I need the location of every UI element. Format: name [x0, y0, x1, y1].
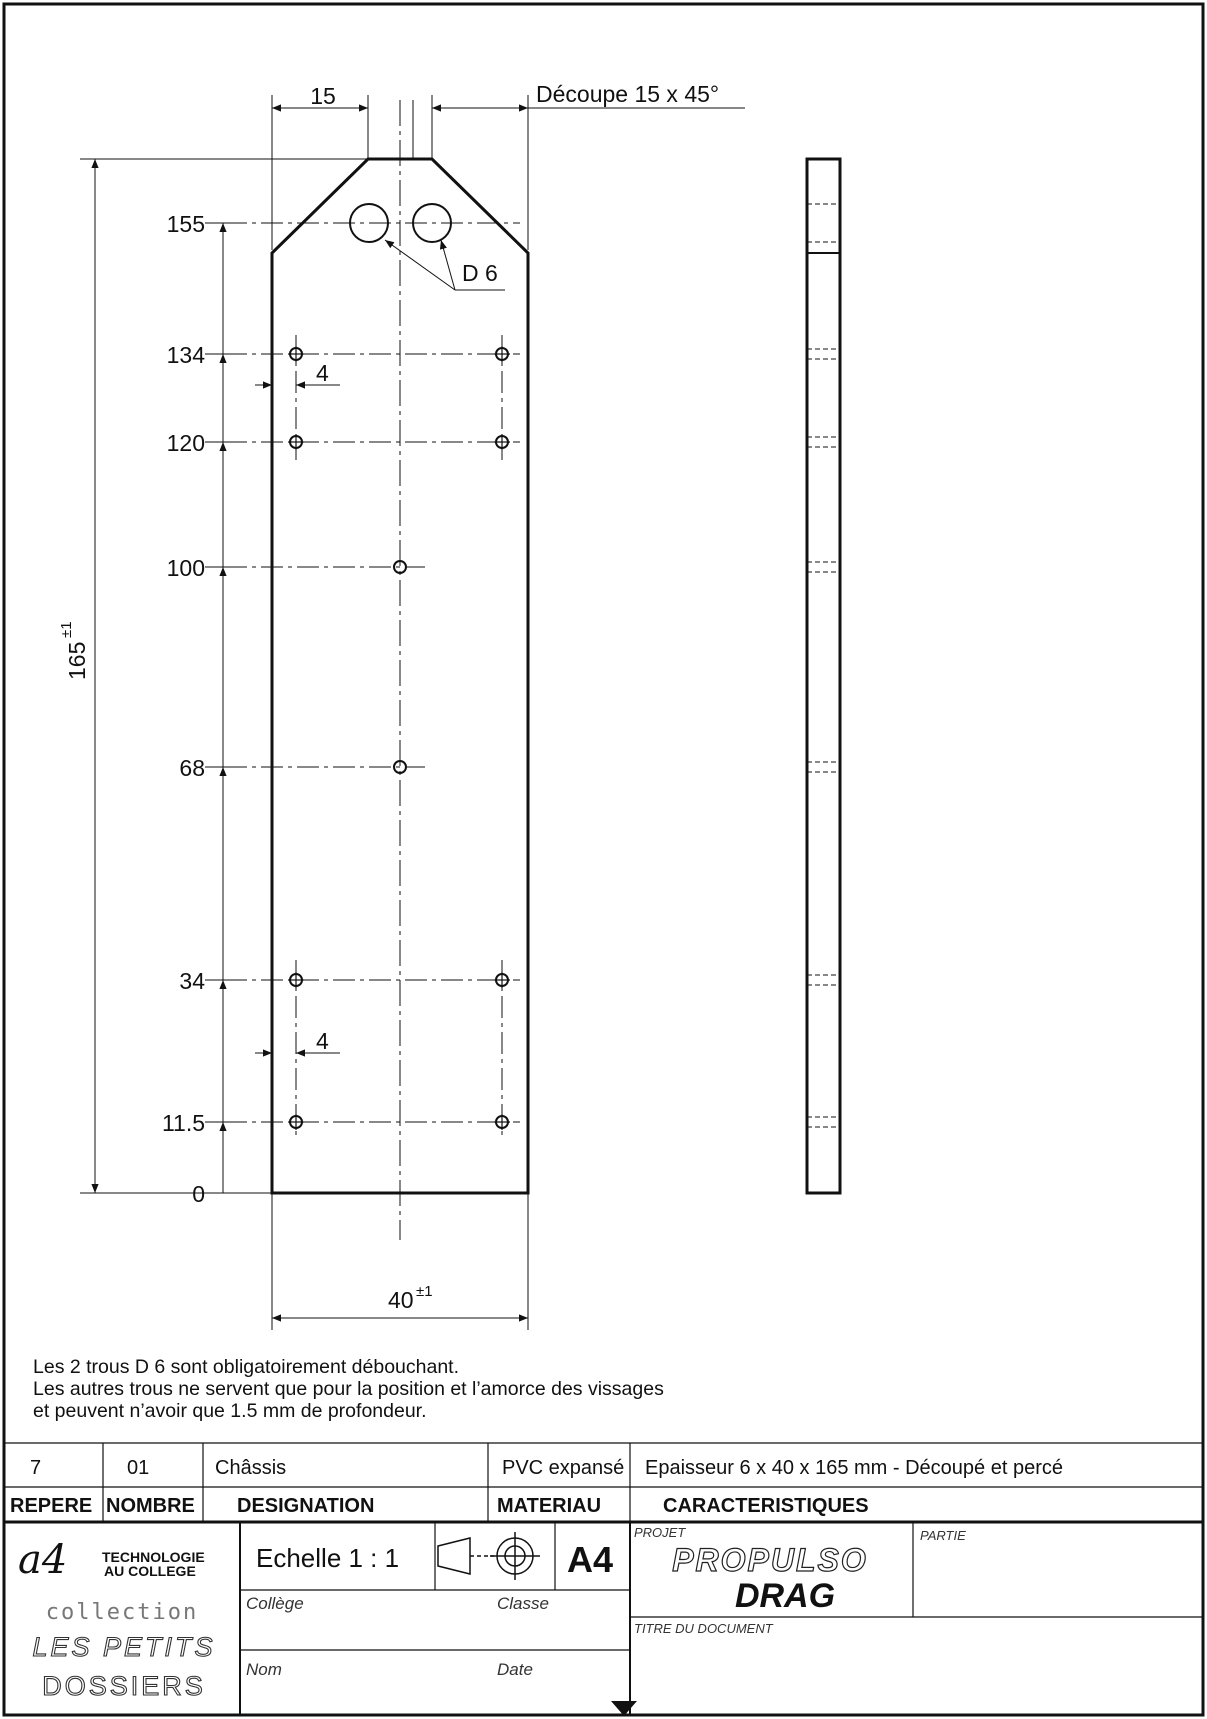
hole-crosshairs	[288, 346, 510, 1130]
parts-list-row	[30, 1457, 1063, 1479]
y-label-34: 34	[179, 968, 205, 994]
date-label: Date	[497, 1660, 533, 1679]
y-axis-labels	[162, 211, 205, 1207]
header-repere: REPERE	[10, 1495, 93, 1517]
format-label: A4	[566, 1539, 614, 1580]
projection-symbol-icon	[438, 1532, 540, 1580]
projet-name: PROPULSO	[672, 1542, 868, 1578]
side-outline	[807, 159, 840, 1193]
header-nombre: NOMBRE	[106, 1495, 195, 1517]
small-holes	[290, 348, 508, 1128]
y-label-155: 155	[166, 211, 205, 237]
dim-cutout-label: Découpe 15 x 45°	[536, 81, 720, 107]
dim-165-label	[58, 621, 90, 680]
series-line2: DOSSIERS	[42, 1671, 206, 1701]
projet-sub: DRAG	[734, 1577, 836, 1615]
college-label: Collège	[246, 1594, 304, 1613]
y-label-134: 134	[166, 342, 205, 368]
y-label-120: 120	[166, 430, 205, 456]
collection-label: collection	[45, 1600, 199, 1625]
y-label-0: 0	[192, 1181, 205, 1207]
titre-label: TITRE DU DOCUMENT	[634, 1621, 773, 1636]
nom-label: Nom	[246, 1660, 282, 1679]
cell-designation: Châssis	[215, 1457, 287, 1479]
offset-4-lower-label: 4	[316, 1028, 329, 1054]
hole-axes	[225, 335, 520, 1140]
partie-label: PARTIE	[920, 1528, 966, 1543]
y-label-68: 68	[179, 755, 205, 781]
y-label-11-5: 11.5	[161, 1110, 205, 1136]
dimension-lines	[80, 95, 745, 1330]
header-materiau: MATERIAU	[497, 1495, 602, 1517]
note-line: Les 2 trous D 6 sont obligatoirement débouchant.	[33, 1356, 460, 1378]
note-line: et peuvent n’avoir que 1.5 mm de profondeur.	[33, 1400, 427, 1422]
logo-a4	[18, 1537, 205, 1583]
side-view	[807, 159, 840, 1193]
cell-nombre: 01	[127, 1457, 150, 1479]
header-caracteristiques: CARACTERISTIQUES	[663, 1495, 869, 1517]
dim-15-label: 15	[310, 83, 336, 109]
dim-165-value: 165	[64, 641, 90, 680]
drawing-notes	[33, 1356, 933, 1422]
y-label-100: 100	[166, 555, 205, 581]
logo-a4-mark: a4	[18, 1537, 68, 1583]
cell-caracteristiques: Epaisseur 6 x 40 x 165 mm - Découpé et percé	[645, 1457, 1063, 1479]
classe-label: Classe	[497, 1594, 549, 1613]
parts-list-headers	[10, 1495, 869, 1517]
header-designation: DESIGNATION	[237, 1495, 375, 1517]
dim-40-label	[388, 1283, 433, 1313]
dim-165-tolerance: ±1	[58, 621, 75, 638]
series-line1: LES PETITS	[32, 1632, 216, 1662]
projet-label: PROJET	[634, 1525, 686, 1540]
scale-label: Echelle 1 : 1	[256, 1543, 400, 1573]
cell-materiau: PVC expansé	[502, 1457, 625, 1479]
logo-line2: AU COLLEGE	[104, 1563, 196, 1579]
offset-4-upper-label: 4	[316, 360, 329, 386]
hole-d6-label: D 6	[462, 260, 498, 286]
cell-repere: 7	[30, 1457, 42, 1479]
logo-line1: TECHNOLOGIE	[102, 1549, 205, 1565]
dim-40-tolerance: ±1	[416, 1283, 433, 1300]
dim-40-value: 40	[388, 1287, 414, 1313]
note-line: Les autres trous ne servent que pour la position et l’amorce des vissages	[33, 1378, 664, 1400]
